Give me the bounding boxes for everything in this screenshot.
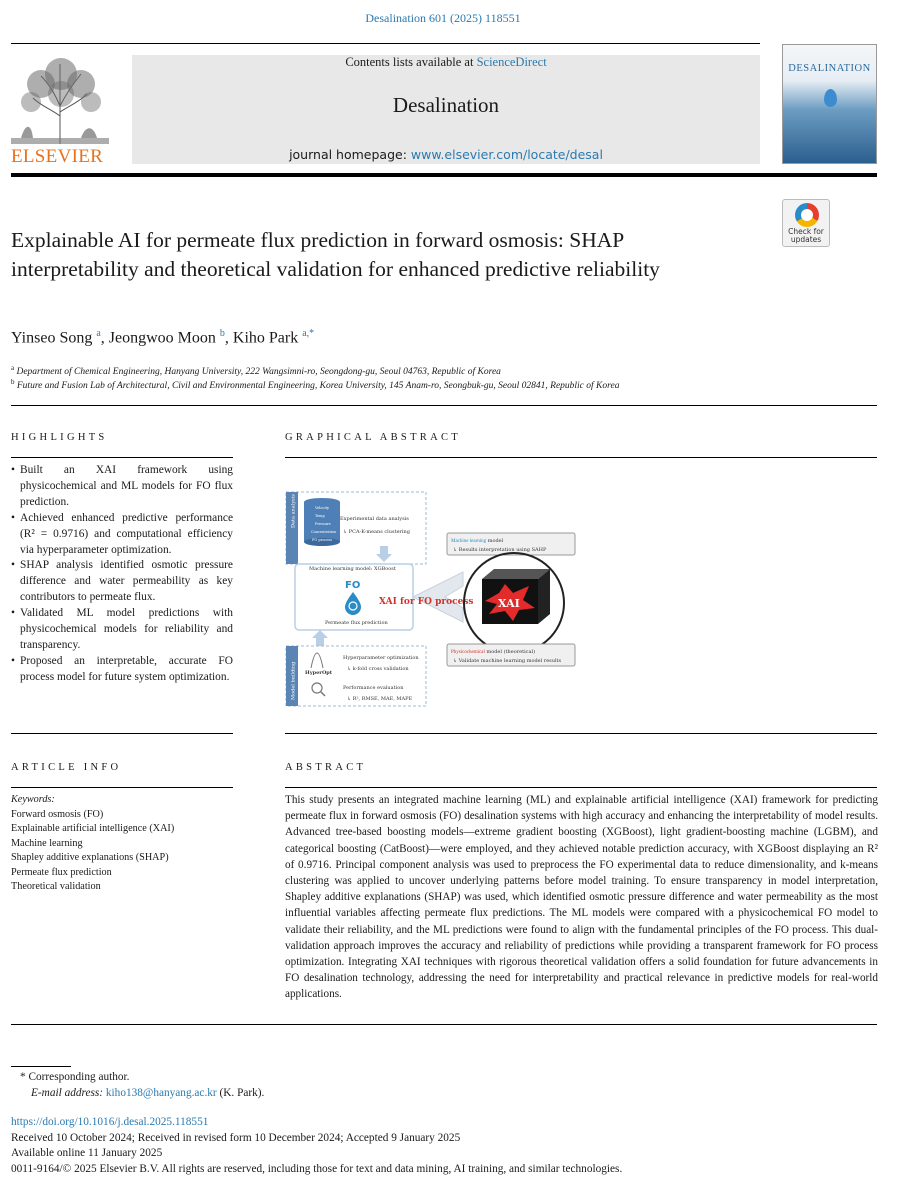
keyword: Theoretical validation <box>11 881 101 892</box>
list-item: • Validated ML model predictions with physicochemical models for reliability and transparency. <box>11 606 233 654</box>
highlights-bottom-rule <box>11 733 233 734</box>
journal-cover[interactable] <box>782 44 877 164</box>
keyword: Machine learning <box>11 837 83 849</box>
journal-banner <box>132 55 760 164</box>
exp-analysis-text: Experimental data analysis <box>340 516 409 522</box>
keyword: Permeate flux prediction <box>11 866 112 878</box>
hyperopt-text: HyperOpt <box>305 670 333 676</box>
xai-cube-icon <box>464 553 564 653</box>
sciencedirect-link[interactable]: ScienceDirect <box>476 55 547 69</box>
author-name[interactable]: Yinseo Song <box>11 329 93 347</box>
elsevier-tree-logo <box>11 54 109 146</box>
svg-text:Velocity: Velocity <box>315 506 329 510</box>
author-name[interactable]: Jeongwoo Moon <box>108 329 216 347</box>
svg-text:Pressure: Pressure <box>315 522 331 526</box>
fo-label: FO <box>345 580 361 591</box>
journal-name: Desalination <box>392 93 500 117</box>
pca-text: ↳ PCA-K-means clustering <box>343 529 410 535</box>
svg-text:Performance evaluation: Performance evaluation <box>343 685 404 691</box>
ml-model-label: Machine learning model: XGBoost <box>309 566 396 572</box>
journal-citation[interactable]: Desalination 601 (2025) 118551 <box>365 11 521 25</box>
permeate-text: Permeate flux prediction <box>325 620 388 626</box>
check-for-updates-badge[interactable]: Check for updates <box>782 199 830 247</box>
doi-link[interactable]: https://doi.org/10.1016/j.desal.2025.118551 <box>11 1116 209 1128</box>
cover-title: DESALINATION <box>788 63 871 74</box>
svg-text:Machine learning model: Machine learning model <box>451 538 504 544</box>
water-drop-icon <box>824 89 837 107</box>
svg-text:Temp: Temp <box>315 514 325 518</box>
footnote-rule <box>11 1066 71 1067</box>
email-line: E-mail address: kiho138@hanyang.ac.kr (K. Park). <box>31 1087 265 1099</box>
keyword: Explainable artificial intelligence (XAI) <box>11 823 175 834</box>
affiliation-rule <box>11 405 877 406</box>
keyword: Forward osmosis (FO) <box>11 808 104 820</box>
model-building-label: Model building <box>290 661 297 700</box>
author-name[interactable]: Kiho Park <box>232 329 299 347</box>
article-title: Explainable AI for permeate flux prediction in forward osmosis: SHAP interpretability and theoretical validation for enhanced predictive reliability <box>11 228 660 281</box>
graphical-abstract-bottom-rule <box>285 733 877 734</box>
article-info-rule <box>11 787 233 788</box>
list-item: • Achieved enhanced predictive performance (R² = 0.9716) and computational efficiency via hyperparameter optimization. <box>11 511 233 559</box>
abstract-rule <box>285 787 877 788</box>
email-link[interactable]: kiho138@hanyang.ac.kr <box>105 1087 217 1099</box>
list-item: • Proposed an interpretable, accurate FO process model for future system optimization. <box>11 654 233 686</box>
article-info-heading: ARTICLE INFO <box>11 762 122 773</box>
list-item: • SHAP analysis identified osmotic pressure difference and water permeability as key contributors to permeate flux. <box>11 558 233 606</box>
online-date: Available online 11 January 2025 <box>11 1147 163 1159</box>
highlights-heading: HIGHLIGHTS <box>11 432 108 443</box>
svg-text:Hyperparameter optimization: Hyperparameter optimization <box>343 655 419 661</box>
svg-text:↳ R², RMSE, MAE, MAPE: ↳ R², RMSE, MAE, MAPE <box>347 696 413 702</box>
abstract-heading: ABSTRACT <box>285 762 367 773</box>
copyright: 0011-9164/© 2025 Elsevier B.V. All rights are reserved, including those for text and data mining, AI training, and similar technologies. <box>11 1163 623 1175</box>
received-dates: Received 10 October 2024; Received in revised form 10 December 2024; Accepted 9 January 2025 <box>11 1132 461 1144</box>
data-analysis-label: Data analysis <box>290 494 297 528</box>
graphical-abstract-figure[interactable] <box>285 490 580 708</box>
keyword: Shapley additive explanations (SHAP) <box>11 852 169 863</box>
xai-for-fo-text: XAI for FO process <box>379 597 474 607</box>
elsevier-wordmark: ELSEVIER <box>11 146 104 167</box>
highlights-list <box>11 463 233 686</box>
abstract-text: This study presents an integrated machine learning (ML) and explainable artificial intelligence (XAI) framework for predicting permeate flux in forward osmosis (FO) desalination systems with high accuracy and enhancing the interpretability of model results. Advanced tree-based boosting models—extreme gradient boosting (XGBoost), light gradient-boosting machine (LGBM), and categorical boosting (CatBoost)—were employed, and they achieved notable prediction accuracy, with XGBoost displaying an R² of 0.9716. Principal component analysis was used to preprocess the FO experimental data to reduce dimensionality, and k-means clustering was applied to uncover underlying patterns before model training. To ensure transparency in model interpretation, Shapley additive explanations (SHAP) was used, which identified osmotic pressure difference and water permeability as the most influential variables affecting permeate flux predictions. The ML models were compared with a physicochemical FO model to validate their reliability, and the ML predictions were found to align with the fundamental principles of the FO process. This dual-validation approach improves the accuracy and reliability of predictions while providing a transparent framework for FO process optimization. Integrating XAI techniques with rigorous theoretical validation offers a solid foundation for future advancements in FO desalination technology, addressing the need for interpretability and practical relevance in predictive models for real-world applications. <box>285 794 878 1001</box>
svg-text:↳ Results interpretation using: ↳ Results interpretation using SAHP <box>453 547 547 553</box>
list-item: • Built an XAI framework using physicochemical and ML models for FO flux prediction. <box>11 463 233 511</box>
keywords-block <box>11 793 174 895</box>
svg-text:Physicochemical model (theoret: Physicochemical model (theoretical) <box>451 649 536 655</box>
svg-text:XAI: XAI <box>498 597 520 610</box>
affiliation: $^b$ Future and Fusion Lab of Architectural, Civil and Environmental Engineering, Korea University, 145 Anam-ro, Seongbuk-gu, Seoul 02841, Republic of Korea <box>11 378 620 392</box>
highlights-rule <box>11 457 233 458</box>
abstract-bottom-rule <box>11 1024 877 1025</box>
homepage-line: journal homepage: www.elsevier.com/locate/desal <box>289 147 603 162</box>
header-thick-rule <box>11 173 877 177</box>
author-list: Yinseo Song $^a$, Jeongwoo Moon $^b$, Kiho Park $^{a,*}$ <box>11 328 315 347</box>
header-top-rule <box>11 43 760 44</box>
affiliation: $^a$ Department of Chemical Engineering, Hanyang University, 222 Wangsimni-ro, Seongdong-gu, Seoul 04763, Republic of Korea <box>11 364 501 378</box>
corresponding-note: * Corresponding author. <box>20 1071 130 1083</box>
svg-text:↳ k-fold cross validation: ↳ k-fold cross validation <box>347 666 409 672</box>
journal-homepage-link[interactable]: www.elsevier.com/locate/desal <box>410 147 603 162</box>
graphical-abstract-rule <box>285 457 877 458</box>
svg-text:↳ Validate machine learning mo: ↳ Validate machine learning model results <box>453 658 562 664</box>
magnifier-icon <box>312 683 325 696</box>
svg-text:Concentration: Concentration <box>311 530 337 534</box>
graphical-abstract-heading: GRAPHICAL ABSTRACT <box>285 432 461 443</box>
check-updates-icon <box>795 203 819 227</box>
keywords-label: Keywords: <box>11 794 55 805</box>
svg-text:FO process: FO process <box>312 538 333 542</box>
contents-line: Contents lists available at ScienceDirect <box>345 55 547 69</box>
